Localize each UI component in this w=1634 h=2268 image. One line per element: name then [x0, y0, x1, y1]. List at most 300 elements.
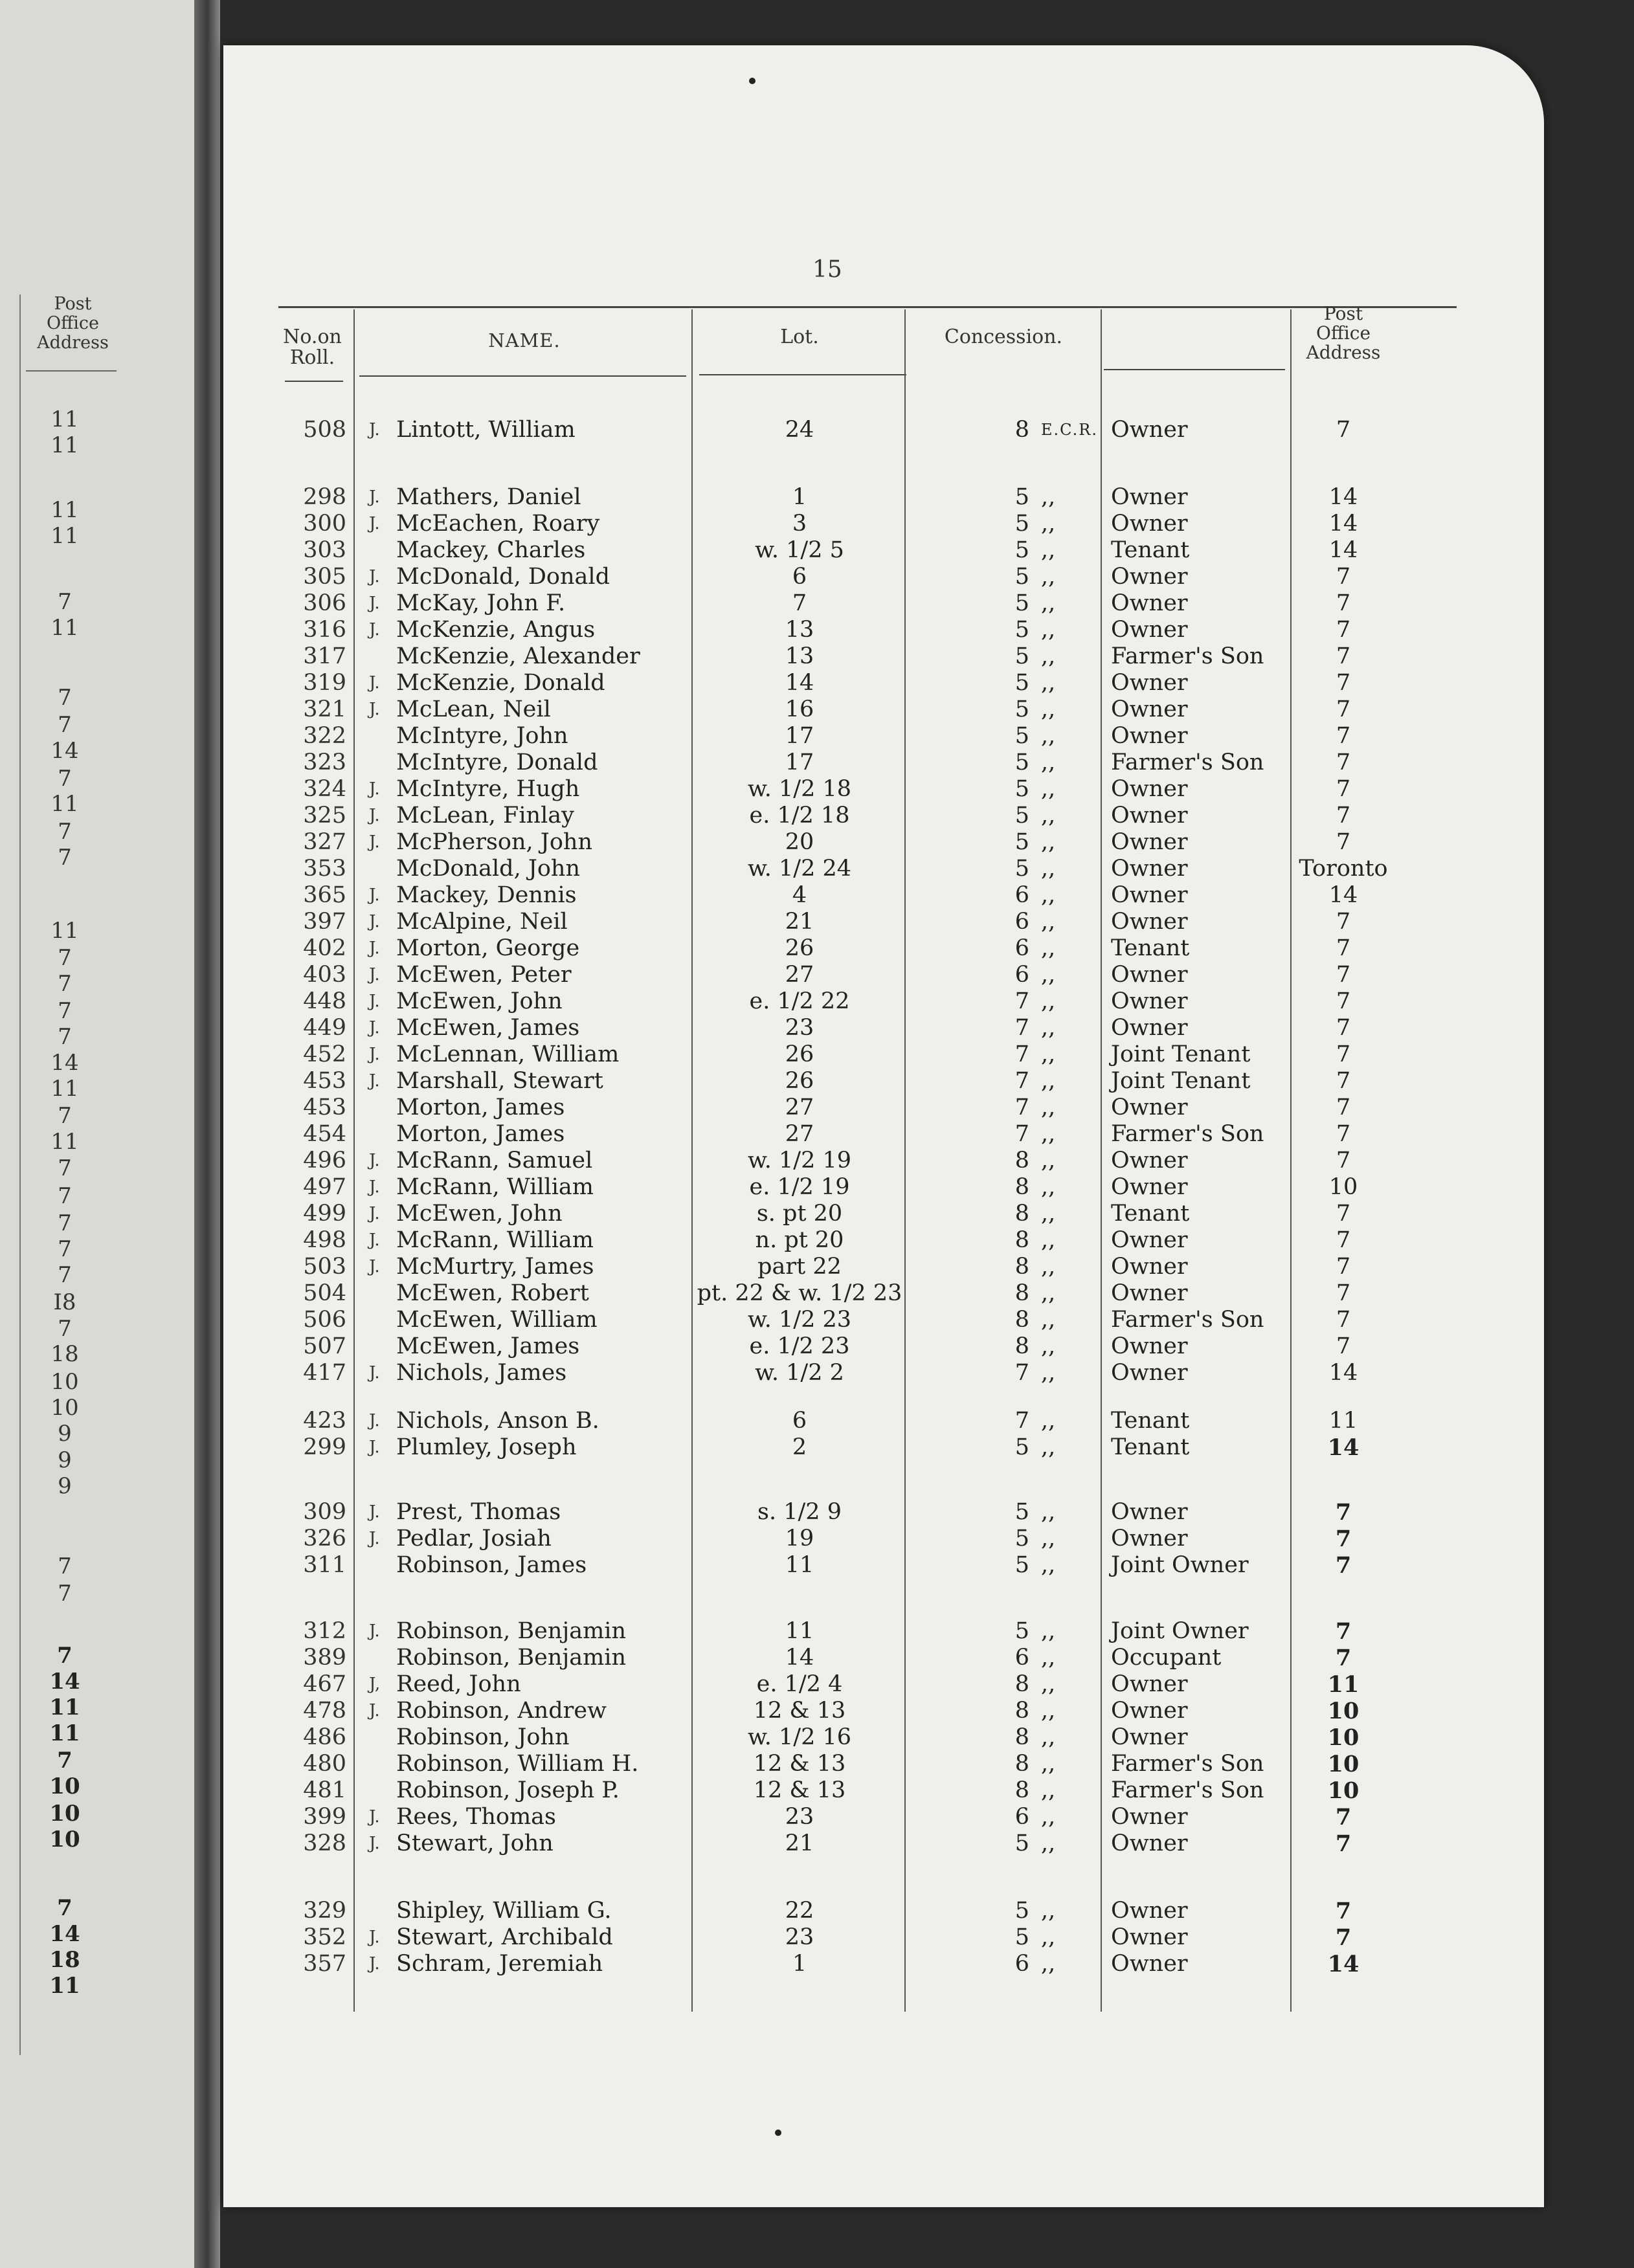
table-row: [0, 417, 1634, 443]
left-page-number: 7: [58, 1183, 72, 1209]
left-page-number: 7: [58, 766, 72, 792]
table-row: [0, 1434, 1634, 1461]
concession: 8: [1014, 1174, 1029, 1200]
juror-mark: J.: [369, 514, 380, 533]
lot: 2: [792, 1434, 807, 1460]
concession-suffix: E.C.R.: [1041, 421, 1098, 439]
concession: 5: [1014, 829, 1029, 855]
voter-name: Reed, John: [396, 1671, 521, 1697]
header-po-line-3: Address: [1306, 342, 1381, 363]
roll-number: 478: [303, 1698, 346, 1724]
table-row: [0, 1830, 1634, 1857]
concession: 8: [1014, 1254, 1029, 1280]
concession-suffix: ,,: [1041, 1148, 1056, 1173]
left-page-number: 7: [58, 1024, 72, 1050]
concession-suffix: ,,: [1041, 1830, 1056, 1856]
post-office-address: 7: [1336, 1121, 1351, 1147]
post-office-address: 7: [1336, 417, 1351, 443]
header-roll-line-2: Roll.: [289, 346, 335, 369]
juror-mark: J.: [369, 965, 380, 984]
concession: 5: [1014, 1434, 1029, 1460]
post-office-address: 7: [1336, 829, 1351, 855]
lot: 12 & 13: [753, 1751, 846, 1777]
juror-mark: J.: [369, 779, 380, 799]
concession-suffix: ,,: [1041, 962, 1056, 988]
voter-name: Robinson, Benjamin: [396, 1618, 627, 1644]
voter-name: Pedlar, Josiah: [396, 1526, 552, 1551]
post-office-address: 7: [1336, 1307, 1351, 1333]
juror-mark: J.: [369, 594, 380, 613]
juror-mark: J.: [369, 1834, 380, 1853]
table-row: [0, 882, 1634, 909]
left-page-number: 7: [58, 712, 72, 738]
table-row: [0, 1526, 1634, 1552]
occupation: Owner: [1111, 1015, 1188, 1041]
voter-name: Mackey, Dennis: [396, 882, 577, 908]
post-office-address: 7: [1336, 962, 1351, 988]
juror-mark: J.: [369, 1177, 380, 1197]
occupation: Owner: [1111, 1254, 1188, 1280]
concession: 5: [1014, 1526, 1029, 1551]
occupation: Owner: [1111, 803, 1188, 828]
post-office-address: 14: [1328, 537, 1358, 563]
voter-name: McDonald, John: [396, 856, 581, 882]
table-row: [0, 1041, 1634, 1068]
voter-name: Prest, Thomas: [396, 1499, 561, 1525]
juror-mark: J.: [369, 1045, 380, 1064]
left-page-number: 9: [58, 1421, 72, 1447]
lot: 17: [785, 750, 814, 775]
left-page-number: 11: [50, 1129, 79, 1155]
table-row: [0, 1174, 1634, 1201]
voter-name: McMurtry, James: [396, 1254, 594, 1280]
occupation: Tenant: [1111, 1434, 1190, 1460]
left-page-number: 10: [50, 1395, 79, 1421]
left-page-number: 11: [49, 1695, 80, 1720]
left-header-line-1: Post: [54, 294, 92, 314]
concession: 7: [1014, 1068, 1029, 1094]
occupation: Owner: [1111, 1698, 1188, 1724]
concession: 5: [1014, 484, 1029, 510]
roll-number: 452: [303, 1041, 346, 1067]
occupation: Owner: [1111, 617, 1188, 643]
roll-number: 399: [303, 1804, 346, 1830]
lot: 3: [792, 511, 807, 537]
juror-mark: J.: [369, 885, 380, 905]
post-office-address: 7: [1335, 1618, 1352, 1645]
juror-mark: J.: [369, 1807, 380, 1827]
concession-suffix: ,,: [1041, 537, 1056, 563]
concession: 8: [1014, 1671, 1029, 1697]
roll-number: 324: [303, 776, 346, 802]
post-office-address: 7: [1336, 1227, 1351, 1253]
left-page-number: 10: [49, 1827, 80, 1852]
left-page-number: 7: [58, 819, 72, 845]
juror-mark: J.: [369, 912, 380, 931]
concession: 8: [1014, 417, 1029, 443]
voter-name: Marshall, Stewart: [396, 1068, 603, 1094]
voter-name: Nichols, James: [396, 1360, 567, 1386]
concession: 6: [1014, 882, 1029, 908]
concession-suffix: ,,: [1041, 1924, 1056, 1950]
concession: 5: [1014, 803, 1029, 828]
voter-name: Robinson, John: [396, 1724, 570, 1750]
table-row: [0, 1068, 1634, 1095]
concession: 5: [1014, 1618, 1029, 1644]
left-page-header: [26, 295, 120, 353]
concession: 8: [1014, 1751, 1029, 1777]
post-office-address: 7: [1335, 1830, 1352, 1857]
table-row: [0, 803, 1634, 829]
concession: 7: [1014, 1095, 1029, 1120]
juror-mark: J.: [369, 1954, 380, 1973]
table-row: [0, 1333, 1634, 1360]
left-page-number: 7: [58, 971, 72, 997]
lot: 22: [785, 1898, 814, 1924]
voter-name: Robinson, James: [396, 1552, 587, 1578]
post-office-address: 10: [1327, 1724, 1360, 1751]
post-office-address: 7: [1336, 1015, 1351, 1041]
lot: s. pt 20: [756, 1201, 843, 1227]
post-office-address: 7: [1335, 1526, 1352, 1552]
left-page-number: 11: [50, 918, 79, 944]
lot: w. 1/2 24: [747, 856, 852, 882]
table-row: [0, 1618, 1634, 1645]
concession-suffix: ,,: [1041, 1951, 1056, 1977]
occupation: Owner: [1111, 1898, 1188, 1924]
left-page-number: 7: [58, 998, 72, 1024]
occupation: Owner: [1111, 829, 1188, 855]
juror-mark: J.: [369, 1257, 380, 1276]
voter-name: McKenzie, Alexander: [396, 643, 640, 669]
voter-name: Plumley, Joseph: [396, 1434, 577, 1460]
table-row: [0, 696, 1634, 723]
voter-name: McEwen, Robert: [396, 1280, 589, 1306]
voter-name: McIntyre, Hugh: [396, 776, 580, 802]
voter-name: Nichols, Anson B.: [396, 1408, 599, 1434]
voter-name: McPherson, John: [396, 829, 592, 855]
occupation: Owner: [1111, 484, 1188, 510]
lot: 12 & 13: [753, 1698, 846, 1724]
post-office-address: 11: [1327, 1671, 1360, 1698]
voter-name: McRann, William: [396, 1174, 594, 1200]
concession: 8: [1014, 1227, 1029, 1253]
lot: 11: [785, 1552, 814, 1578]
juror-mark: J.: [369, 1204, 380, 1223]
post-office-address: 7: [1336, 776, 1351, 802]
roll-number: 449: [303, 1015, 346, 1041]
roll-number: 507: [303, 1333, 346, 1359]
voter-name: Morton, James: [396, 1095, 565, 1120]
post-office-address: 7: [1336, 988, 1351, 1014]
header-post-office: [1288, 304, 1398, 362]
page-number: 15: [812, 256, 842, 283]
voter-name: Robinson, William H.: [396, 1751, 639, 1777]
post-office-address: 7: [1336, 909, 1351, 935]
lot: 7: [792, 590, 807, 616]
lot: n. pt 20: [755, 1227, 844, 1253]
occupation: Owner: [1111, 1499, 1188, 1525]
concession-suffix: ,,: [1041, 1552, 1056, 1578]
left-page-number: 11: [50, 615, 79, 641]
left-page-number: 7: [58, 1316, 72, 1342]
table-row: [0, 1671, 1634, 1698]
concession: 5: [1014, 1924, 1029, 1950]
left-page-number: 14: [50, 1050, 79, 1076]
left-page-number: 7: [58, 945, 72, 971]
lot: e. 1/2 19: [749, 1174, 850, 1200]
table-row: [0, 856, 1634, 882]
occupation: Owner: [1111, 564, 1188, 590]
roll-number: 298: [303, 484, 346, 510]
concession-suffix: ,,: [1041, 1804, 1056, 1830]
post-office-address: 7: [1335, 1924, 1352, 1951]
concession-suffix: ,,: [1041, 1227, 1056, 1253]
juror-mark: J.: [369, 1928, 380, 1947]
roll-number: 327: [303, 829, 346, 855]
occupation: Farmer's Son: [1111, 1307, 1264, 1333]
roll-number: 312: [303, 1618, 346, 1644]
post-office-address: 10: [1327, 1777, 1360, 1804]
occupation: Owner: [1111, 1148, 1188, 1173]
roll-number: 486: [303, 1724, 346, 1750]
table-row: [0, 1148, 1634, 1174]
lot: w. 1/2 18: [747, 776, 852, 802]
concession: 5: [1014, 696, 1029, 722]
occupation: Owner: [1111, 1174, 1188, 1200]
left-page-number: 14: [49, 1921, 80, 1947]
left-page-number: 7: [58, 1236, 72, 1262]
concession-suffix: ,,: [1041, 935, 1056, 961]
table-row: [0, 511, 1634, 537]
concession-suffix: ,,: [1041, 1068, 1056, 1094]
concession-suffix: ,,: [1041, 882, 1056, 908]
lot: 17: [785, 723, 814, 749]
table-row: [0, 1804, 1634, 1830]
voter-name: Morton, James: [396, 1121, 565, 1147]
concession: 5: [1014, 1499, 1029, 1525]
concession-suffix: ,,: [1041, 590, 1056, 616]
concession: 6: [1014, 1804, 1029, 1830]
lot: 27: [785, 962, 814, 988]
post-office-address: 14: [1327, 1951, 1360, 1977]
voter-name: McKay, John F.: [396, 590, 566, 616]
table-row: [0, 1724, 1634, 1751]
roll-number: 508: [303, 417, 346, 443]
table-row: [0, 776, 1634, 803]
lot: 19: [785, 1526, 814, 1551]
lot: part 22: [757, 1254, 842, 1280]
concession-suffix: ,,: [1041, 1174, 1056, 1200]
concession: 6: [1014, 935, 1029, 961]
occupation: Owner: [1111, 776, 1188, 802]
voter-name: McEwen, James: [396, 1015, 580, 1041]
juror-mark: J.: [369, 487, 380, 507]
occupation: Owner: [1111, 882, 1188, 908]
header-roll: [275, 327, 350, 368]
roll-number: 480: [303, 1751, 346, 1777]
table-row: [0, 617, 1634, 643]
occupation: Owner: [1111, 511, 1188, 537]
roll-number: 417: [303, 1360, 346, 1386]
roll-number: 403: [303, 962, 346, 988]
roll-number: 309: [303, 1499, 346, 1525]
roll-number: 496: [303, 1148, 346, 1173]
table-row: [0, 1951, 1634, 1977]
occupation: Owner: [1111, 1095, 1188, 1120]
lot: 23: [785, 1015, 814, 1041]
table-row: [0, 1499, 1634, 1526]
voter-name: Lintott, William: [396, 417, 576, 443]
left-page-number: 7: [58, 845, 72, 871]
occupation: Tenant: [1111, 1201, 1190, 1227]
post-office-address: Toronto: [1299, 856, 1388, 882]
table-row: [0, 1015, 1634, 1041]
occupation: Owner: [1111, 1671, 1188, 1697]
roll-number: 305: [303, 564, 346, 590]
lot: 23: [785, 1924, 814, 1950]
roll-number: 498: [303, 1227, 346, 1253]
concession: 5: [1014, 1552, 1029, 1578]
left-page-number: 11: [49, 1720, 80, 1746]
post-office-address: 7: [1335, 1645, 1352, 1671]
juror-mark: J.: [369, 806, 380, 825]
post-office-address: 7: [1336, 1333, 1351, 1359]
lot: w. 1/2 16: [747, 1724, 852, 1750]
voter-name: Schram, Jeremiah: [396, 1951, 603, 1977]
concession: 8: [1014, 1148, 1029, 1173]
roll-number: 365: [303, 882, 346, 908]
post-office-address: 7: [1336, 935, 1351, 961]
juror-mark: J.: [369, 1438, 380, 1457]
table-row: [0, 935, 1634, 962]
voter-name: McLennan, William: [396, 1041, 620, 1067]
concession: 8: [1014, 1777, 1029, 1803]
lot: e. 1/2 23: [749, 1333, 850, 1359]
post-office-address: 7: [1336, 564, 1351, 590]
juror-mark: J.: [369, 673, 380, 693]
occupation: Farmer's Son: [1111, 1751, 1264, 1777]
post-office-address: 7: [1336, 750, 1351, 775]
concession-suffix: ,,: [1041, 1201, 1056, 1227]
roll-number: 322: [303, 723, 346, 749]
voter-name: McEwen, John: [396, 988, 563, 1014]
voter-name: Robinson, Benjamin: [396, 1645, 627, 1671]
roll-number: 453: [303, 1068, 346, 1094]
occupation: Tenant: [1111, 935, 1190, 961]
header-roll-line-1: No.on: [283, 326, 342, 348]
table-row: [0, 909, 1634, 935]
concession: 8: [1014, 1698, 1029, 1724]
occupation: Owner: [1111, 909, 1188, 935]
voter-name: McKenzie, Angus: [396, 617, 596, 643]
table-row: [0, 1552, 1634, 1579]
left-page-number: 11: [50, 791, 79, 817]
voter-name: McKenzie, Donald: [396, 670, 605, 696]
post-office-address: 7: [1335, 1804, 1352, 1830]
name-header-rule: [359, 375, 686, 377]
occupation: Owner: [1111, 1804, 1188, 1830]
occupation: Owner: [1111, 856, 1188, 882]
left-page-number: 10: [49, 1801, 80, 1827]
juror-mark: J.: [369, 1701, 380, 1720]
concession: 5: [1014, 537, 1029, 563]
voter-name: Stewart, John: [396, 1830, 554, 1856]
lot: 14: [785, 1645, 814, 1671]
left-header-line-2: Office: [46, 313, 100, 333]
lot: 27: [785, 1095, 814, 1120]
lot: w. 1/2 19: [747, 1148, 852, 1173]
left-page-number: 7: [58, 1210, 72, 1236]
lot: 23: [785, 1804, 814, 1830]
roll-number: 506: [303, 1307, 346, 1333]
occupation: Owner: [1111, 1951, 1188, 1977]
post-office-address: 7: [1336, 723, 1351, 749]
lot: 6: [792, 1408, 807, 1434]
occupation: Owner: [1111, 590, 1188, 616]
lot: e. 1/2 18: [749, 803, 850, 828]
left-page-number: 14: [49, 1669, 80, 1695]
table-row: [0, 1227, 1634, 1254]
table-row: [0, 829, 1634, 856]
voter-name: McEwen, John: [396, 1201, 563, 1227]
post-office-address: 14: [1328, 1360, 1358, 1386]
left-page-number: 7: [57, 1748, 73, 1773]
concession-suffix: ,,: [1041, 1698, 1056, 1724]
lot: 12 & 13: [753, 1777, 846, 1803]
voter-name: Rees, Thomas: [396, 1804, 556, 1830]
left-page-number: 7: [58, 1581, 72, 1606]
occupation: Farmer's Son: [1111, 1777, 1264, 1803]
roll-number: 352: [303, 1924, 346, 1950]
post-office-address: 7: [1336, 590, 1351, 616]
table-row: [0, 564, 1634, 590]
roll-number: 397: [303, 909, 346, 935]
concession-suffix: ,,: [1041, 1280, 1056, 1306]
concession-suffix: ,,: [1041, 1499, 1056, 1525]
concession-suffix: ,,: [1041, 617, 1056, 643]
voter-name: Morton, George: [396, 935, 580, 961]
voter-name: McEwen, William: [396, 1307, 598, 1333]
occupation: Tenant: [1111, 537, 1190, 563]
table-top-rule: [278, 306, 1457, 308]
lot: 14: [785, 670, 814, 696]
occupation: Owner: [1111, 1227, 1188, 1253]
table-row: [0, 1645, 1634, 1671]
left-page-number: 14: [50, 738, 79, 764]
post-office-address: 7: [1336, 803, 1351, 828]
occupation: Owner: [1111, 1360, 1188, 1386]
left-page-number: 11: [49, 1973, 80, 1999]
table-row: [0, 1698, 1634, 1724]
table-row: [0, 1751, 1634, 1777]
table-row: [0, 1408, 1634, 1434]
concession-suffix: ,,: [1041, 856, 1056, 882]
concession-suffix: ,,: [1041, 1618, 1056, 1644]
left-page-number: 10: [49, 1773, 80, 1799]
left-page-number: 9: [58, 1473, 72, 1499]
occupation: Joint Owner: [1111, 1618, 1249, 1644]
concession-suffix: ,,: [1041, 1360, 1056, 1386]
lot: w. 1/2 2: [755, 1360, 844, 1386]
roll-number: 503: [303, 1254, 346, 1280]
roll-number: 328: [303, 1830, 346, 1856]
occupation: Farmer's Son: [1111, 1121, 1264, 1147]
voter-name: Mathers, Daniel: [396, 484, 581, 510]
roll-number: 299: [303, 1434, 346, 1460]
voter-name: McLean, Neil: [396, 696, 551, 722]
roll-number: 300: [303, 511, 346, 537]
